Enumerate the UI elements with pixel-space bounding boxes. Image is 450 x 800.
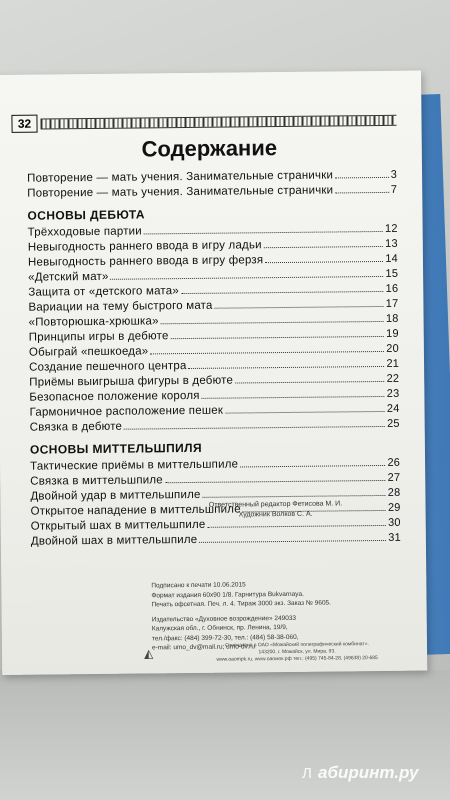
printer-block [167, 641, 427, 665]
toc-entry-title: Невыгодность раннего ввода в игру ладьи [27, 239, 262, 254]
toc-entry-title: Повторение — мать учения. Занимательные странички [27, 169, 334, 185]
toc-leader-dots [188, 355, 384, 369]
toc-entry-page: 17 [385, 297, 399, 310]
toc-leader-dots [265, 250, 383, 263]
toc-entry-title: Невыгодность раннего ввода в игру ферзя [27, 254, 264, 269]
toc-entry-title: «Повторюшка-хрюшка» [28, 315, 159, 329]
toc-entry-page: 13 [385, 237, 398, 250]
toc-leader-dots [202, 484, 385, 498]
section-heading-opening: ОСНОВЫ ДЕБЮТА [27, 207, 145, 223]
credits-block [140, 499, 410, 522]
toc-entry-page: 18 [385, 312, 399, 325]
imprint-email: e-mail: umo_dv@mail.ru; umo-dv.ru [151, 643, 255, 652]
toc-entry-page: 21 [386, 357, 400, 370]
toc-entry-page: 12 [384, 222, 398, 235]
toc-entry-page: 28 [387, 486, 401, 499]
toc-leader-dots [124, 415, 385, 430]
toc-entry-title: Обыграй «пешкоеда» [28, 345, 149, 359]
toc-leader-dots [170, 325, 384, 339]
toc-leader-dots [199, 529, 386, 543]
toc-entry-title: Трёхходовые партии [27, 225, 142, 239]
toc-leader-dots [165, 469, 386, 483]
toc-entry-title: Открытый шах в миттельшпиле [30, 518, 206, 533]
toc-leader-dots [214, 295, 383, 309]
toc-entry-page: 29 [387, 501, 401, 514]
printer-logo-icon: ◭ [143, 646, 154, 661]
toc-entry-title: Связка в дебюте [29, 420, 123, 434]
toc-entry-page: 23 [386, 387, 400, 400]
printer-line: Отпечатано в ОАО «Можайский полиграфический комбинат». [225, 641, 369, 649]
toc-leader-dots [150, 340, 384, 354]
section-opening-list [28, 220, 400, 434]
toc-entry-page: 14 [385, 252, 399, 265]
editor-credit: Ответственный редактор Фетисова М. И. [208, 500, 343, 509]
toc-leader-dots [181, 280, 384, 294]
section-heading-middlegame: ОСНОВЫ МИТТЕЛЬШПИЛЯ [29, 440, 203, 457]
toc-leader-dots [264, 235, 384, 248]
toc-entry-title: Тактические приёмы в миттельшпиле [30, 458, 239, 473]
table-of-contents [27, 166, 401, 548]
toc-entry-title: «Детский мат» [28, 270, 109, 284]
toc-entry-page: 30 [388, 516, 401, 529]
toc-entry-title: Гармоничное расположение пешек [29, 404, 224, 419]
toc-entry-page: 7 [390, 183, 398, 196]
labirint-logo-icon: Л [302, 765, 312, 782]
watermark-text: абиринт.ру [318, 763, 419, 782]
toc-entry-page: 15 [385, 267, 399, 280]
toc-entry-page: 26 [387, 456, 401, 469]
toc-entry-page: 25 [386, 417, 400, 430]
page-title: Содержание [141, 135, 278, 162]
toc-entry-page: 3 [390, 168, 398, 181]
toc-entry-title: Приёмы выигрыша фигуры в дебюте [29, 374, 234, 389]
page-number: 32 [11, 115, 37, 133]
toc-entry-page: 20 [386, 342, 399, 355]
toc-leader-dots [335, 166, 389, 179]
imprint-format: Формат издания 60x90 1/8. Гарнитура Bukvarnaya. [151, 590, 304, 599]
toc-leader-dots [240, 454, 385, 468]
greek-key-border [40, 115, 396, 130]
toc-entry-page: 31 [388, 531, 401, 544]
toc-leader-dots [335, 181, 389, 194]
toc-leader-dots [235, 370, 385, 384]
imprint-print: Печать офсетная. Печ. л. 4. Тираж 3000 экз. Заказ № 9605. [151, 599, 332, 609]
toc-leader-dots [111, 265, 384, 280]
toc-leader-dots [202, 385, 385, 399]
toc-entry-title: Вариации на тему быстрого мата [28, 299, 213, 314]
toc-entry-title: Защита от «детского мата» [28, 285, 179, 299]
imprint-signed: Подписано к печати 10.06.2015 [151, 581, 246, 590]
toc-leader-dots [144, 220, 383, 235]
toc-entry-title: Двойной удар в миттельшпиле [30, 488, 201, 503]
toc-entry-page: 24 [386, 402, 400, 415]
toc-entry-title: Принципы игры в дебюте [28, 330, 169, 344]
printer-line: www.oaompk.ru, www.оаомпк.рф тел.: (495) 745-84-28, (49638) 20-685 [216, 655, 378, 663]
toc-entry-page: 16 [385, 282, 399, 295]
toc-entry-page: 22 [386, 372, 400, 385]
toc-leader-dots [161, 310, 384, 324]
toc-entry-title: Повторение — мать учения. Занимательные странички [27, 184, 334, 200]
imprint-publisher: Издательство «Духовное возрождение» 249033 [151, 614, 297, 623]
toc-leader-dots [225, 400, 385, 414]
toc-entry-title: Связка в миттельшпиле [30, 474, 163, 488]
imprint-phones: тел./факс: (484) 399-72-30, тел.: (484) 58-38-060, [151, 633, 299, 642]
book-page [0, 71, 427, 675]
artist-credit: Художник Волков С. А. [238, 510, 313, 519]
printer-line: 143200, г. Можайск, ул. Мира, 93. [258, 648, 336, 656]
toc-entry-page: 19 [386, 327, 399, 340]
toc-entry-title: Двойной шах в миттельшпиле [30, 533, 198, 548]
toc-entry-title: Безопасное положение короля [29, 389, 200, 404]
toc-entry-title: Создание пешечного центра [29, 360, 187, 374]
toc-entry-title: Открытое нападение в миттельшпиле [30, 503, 241, 518]
toc-entry-page: 27 [387, 471, 401, 484]
imprint-address: Калужская обл., г. Обнинск, пр. Ленина, 19/9, [151, 623, 288, 633]
